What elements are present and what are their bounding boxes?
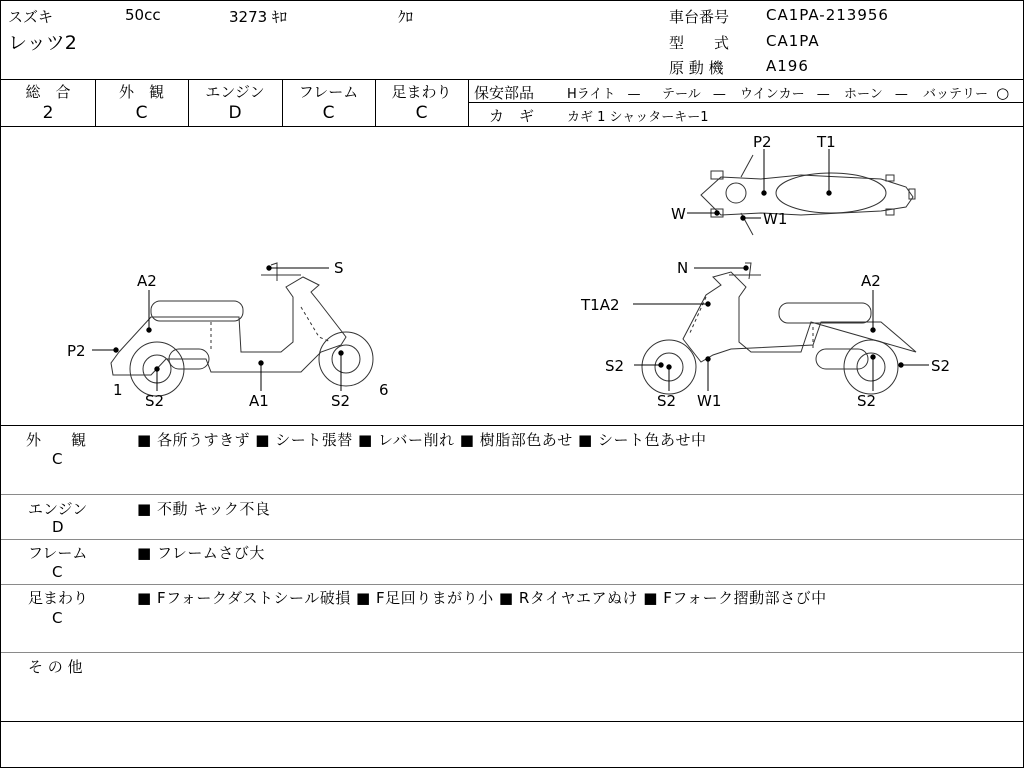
damage-diagram (1, 127, 1023, 424)
grade-suspension-label: 足まわり (391, 83, 452, 101)
divider (1, 584, 1023, 585)
engine-value: A196 (766, 57, 809, 75)
label-right-s2-rear: S2 (857, 392, 877, 410)
safety-item-tail: テール — (662, 87, 726, 102)
label-top-w1: W1 (763, 210, 788, 228)
note-exterior-items: ■ 各所うすきず ■ シート張替 ■ レバー削れ ■ 樹脂部色あせ ■ シート色あせ中 (137, 431, 707, 449)
label-right-w1: W1 (697, 392, 722, 410)
note-frame-items: ■ フレームさび大 (137, 544, 265, 562)
damage-callouts (92, 149, 929, 391)
safety-label: 保安部品 (474, 84, 535, 102)
front-wheel (319, 332, 373, 386)
safety-item-headlight: Hライト — (567, 87, 641, 102)
note-exterior-category: 外 観 (26, 431, 87, 449)
key-value: カギ 1 シャッターキー1 (567, 110, 709, 125)
label-right-t1a2: T1A2 (581, 296, 620, 314)
grade-engine-label: エンジン (205, 83, 265, 101)
grade-exterior-label: 外 観 (118, 83, 164, 101)
frame-no: CA1PA-213956 (766, 6, 889, 24)
label-right-n: N (677, 259, 689, 277)
scooter-top-view (701, 155, 915, 235)
divider (1, 539, 1023, 540)
safety-item-horn: ホーン — (844, 87, 908, 102)
label-top-p2: P2 (753, 133, 772, 151)
grade-overall-value: 2 (42, 103, 54, 123)
frame-no-label: 車台番号 (669, 8, 730, 26)
tail-top (909, 189, 915, 199)
note-frame-grade: C (52, 563, 63, 581)
tail-winker (886, 175, 894, 181)
label-left-6: 6 (379, 381, 389, 399)
color: ｸﾛ (398, 8, 414, 26)
label-left-s2-front: S2 (331, 392, 351, 410)
headlight-top (726, 183, 746, 203)
engine-label: 原 動 機 (669, 59, 724, 77)
grade-overall-label: 総 合 (25, 83, 71, 101)
body-top (701, 175, 913, 215)
note-suspension-grade: C (52, 609, 63, 627)
note-engine-grade: D (52, 518, 64, 536)
divider (1, 721, 1023, 722)
note-engine-category: エンジン (28, 500, 88, 518)
callout-labels (67, 133, 950, 410)
label-left-1: 1 (113, 381, 123, 399)
label-left-p2: P2 (67, 342, 86, 360)
handlebar-top (741, 155, 753, 235)
note-engine-items: ■ 不動 キック不良 (137, 500, 271, 518)
handlebar (261, 263, 301, 281)
muffler (816, 349, 868, 369)
safety-item-winker: ウインカー — (740, 87, 830, 102)
label-left-s2-rear: S2 (145, 392, 165, 410)
model-name: レッツ2 (8, 32, 77, 54)
seat (779, 303, 871, 323)
divider (1, 494, 1023, 495)
label-right-s2-side: S2 (931, 357, 951, 375)
handlebar (729, 263, 761, 279)
label-right-s2-front: S2 (657, 392, 677, 410)
maker: スズキ (8, 8, 54, 26)
grade-exterior-value: C (135, 103, 148, 123)
type-label: 型 式 (669, 34, 730, 52)
displacement: 50cc (125, 6, 161, 24)
mileage: 3273 ｷﾛ (229, 8, 287, 26)
divider (1, 652, 1023, 653)
grade-frame-label: フレーム (298, 83, 359, 101)
type-value: CA1PA (766, 32, 820, 50)
grade-suspension-value: C (415, 103, 428, 123)
note-suspension-category: 足まわり (28, 589, 89, 607)
label-left-a2: A2 (137, 272, 157, 290)
note-suspension-items: ■ Fフォークダストシール破損 ■ F足回りまがり小 ■ Rタイヤエアぬけ ■ Fフォーク摺動部さび中 (137, 589, 827, 607)
grade-engine-value: D (228, 103, 242, 123)
scooter-body (683, 272, 916, 362)
label-right-s2-left: S2 (605, 357, 625, 375)
rear-wheel (844, 340, 898, 394)
note-exterior-grade: C (52, 450, 63, 468)
label-top-w: W (671, 205, 686, 223)
front-hub (332, 345, 360, 373)
label-top-t1: T1 (817, 133, 836, 151)
divider (468, 102, 1023, 103)
key-label: カ ギ (489, 107, 535, 125)
label-right-a2: A2 (861, 272, 881, 290)
note-other-category: そ の 他 (28, 658, 83, 676)
grade-frame-value: C (322, 103, 335, 123)
divider (1, 425, 1023, 426)
label-left-s: S (334, 259, 344, 277)
seat (151, 301, 243, 321)
winker-top (711, 171, 723, 179)
label-left-a1: A1 (249, 392, 269, 410)
note-frame-category: フレーム (28, 544, 88, 562)
divider (1, 79, 1023, 80)
safety-item-battery: バッテリー ○ (923, 84, 1010, 102)
panel-line (211, 307, 331, 352)
